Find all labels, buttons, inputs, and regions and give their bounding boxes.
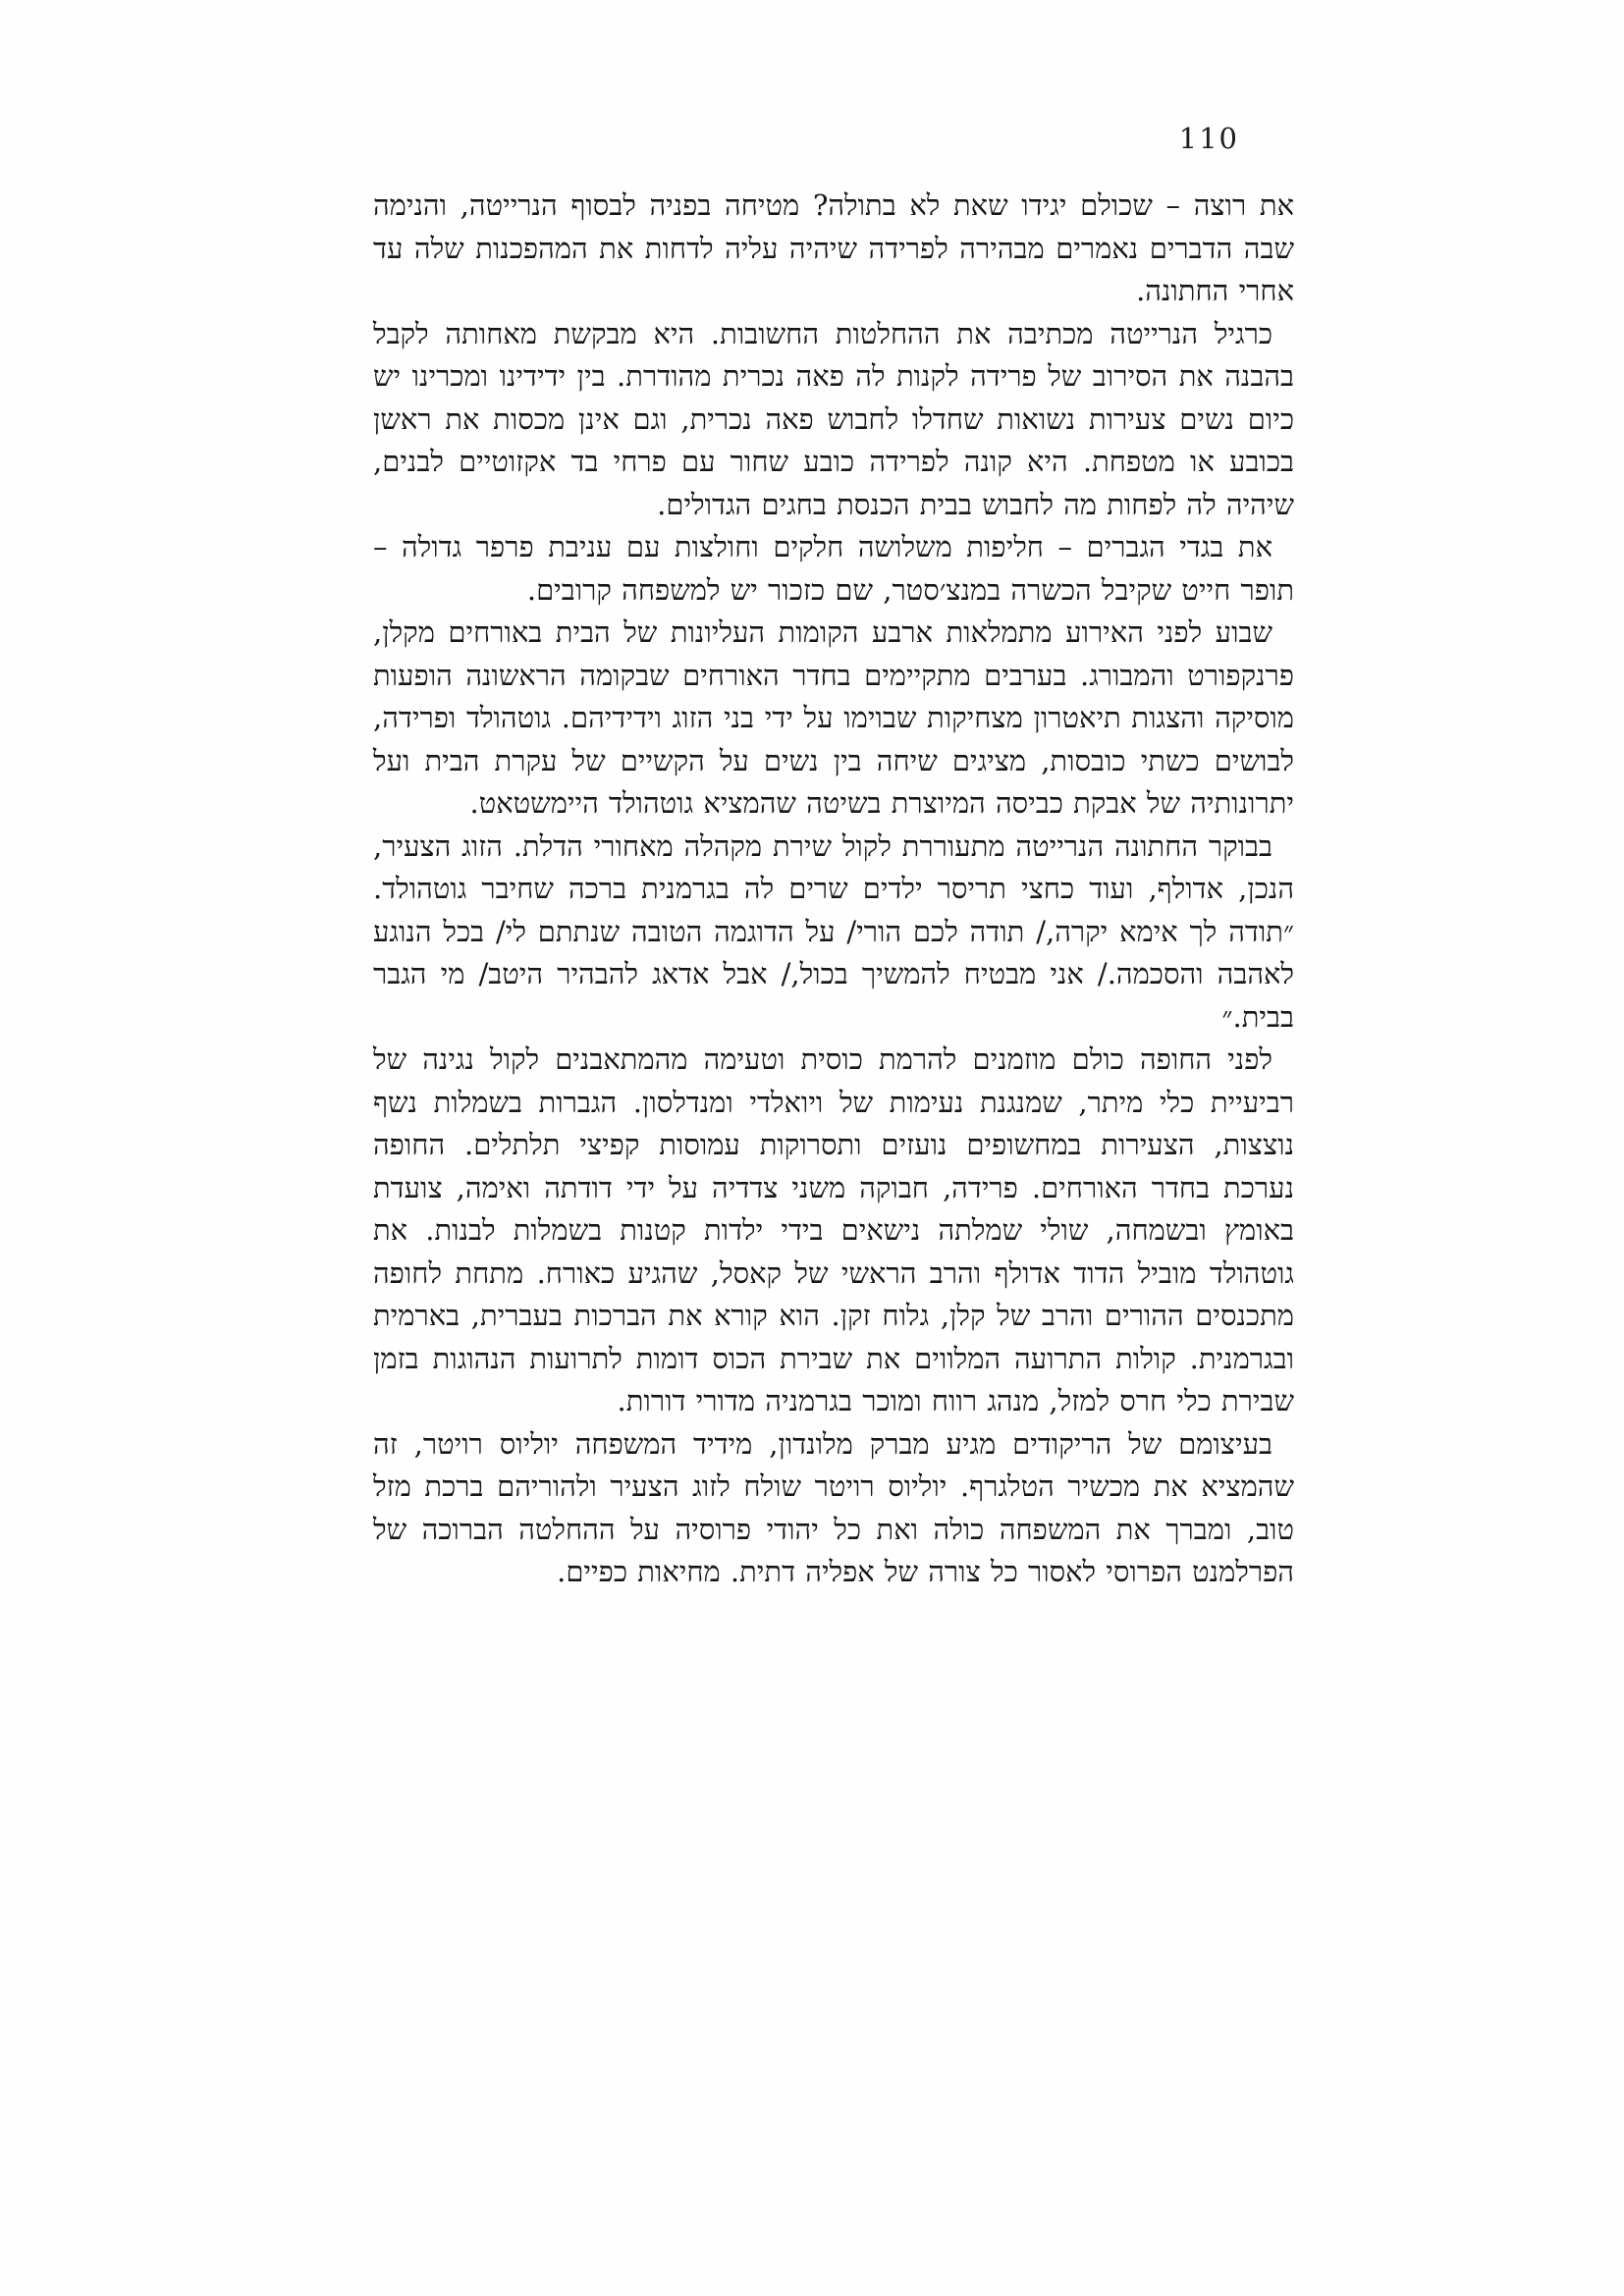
paragraph-3: את בגדי הגברים – חליפות משלושה חלקים וחולצות עם עניבת פרפר גדולה – תופר חייט שקיבל הכשרה במנצ׳סטר, שם כזכור יש למשפחה קרובים. <box>373 530 1294 607</box>
body-text <box>373 185 1294 1594</box>
paragraph-1: את רוצה – שכולם יגידו שאת לא בתולה? מטיחה בפניה לבסוף הנרייטה, והנימה שבה הדברים נאמרים מבהירה לפרידה שיהיה עליה לדחות את המהפכנות שלה עד אחרי החתונה. <box>373 188 1294 307</box>
paragraph-7: בעיצומם של הריקודים מגיע מברק מלונדון, מידיד המשפחה יוליוס רויטר, זה שהמציא את מכשיר הטלגרף. יוליוס רויטר שולח לזוג הצעיר ולהוריהם ברכת מזל טוב, ומברך את המשפחה כולה ואת כל יהודי פרוסיה על ההחלטה הברוכה של הפרלמנט הפרוסי לאסור כל צורה של אפליה דתית. מחיאות כפיים. <box>373 1426 1294 1588</box>
paragraph-4: שבוע לפני האירוע מתמלאות ארבע הקומות העליונות של הבית באורחים מקלן, פרנקפורט והמבורג. בערבים מתקיימים בחדר האורחים שבקומה הראשונה הופעות מוסיקה והצגות תיאטרון מצחיקות שבוימו על ידי בני הזוג וידידיהם. גוטהולד ופרידה, לבושים כשתי כובסות, מציגים שיחה בין נשים על הקשיים של עקרת הבית ועל יתרונותיה של אבקת כביסה המיוצרת בשיטה שהמציא גוטהולד היימשטאט. <box>373 615 1294 820</box>
paragraph-6: לפני החופה כולם מוזמנים להרמת כוסית וטעימה מהמתאבנים לקול נגינה של רביעיית כלי מיתר, שמנגנת נעימות של ויואלדי ומנדלסון. הגברות בשמלות נשף נוצצות, הצעירות במחשופים נועזים ותסרוקות עמוסות קפיצי תלתלים. החופה נערכת בחדר האורחים. פרידה, חבוקה משני צדדיה על ידי דודתה ואימה, צועדת באומץ ובשמחה, שולי שמלתה נישאים בידי ילדות קטנות בשמלות לבנות. את גוטהולד מוביל הדוד אדולף והרב הראשי של קאסל, שהגיע כאורח. מתחת לחופה מתכנסים ההורים והרב של קלן, גלוח זקן. הוא קורא את הברכות בעברית, בארמית ובגרמנית. קולות התרועה המלווים את שבירת הכוס דומות לתרועות הנהוגות בזמן שבירת כלי חרס למזל, מנהג רווח ומוכר בגרמניה מדורי דורות. <box>373 1042 1294 1417</box>
paragraph-2: כרגיל הנרייטה מכתיבה את ההחלטות החשובות. היא מבקשת מאחותה לקבל בהבנה את הסירוב של פרידה לקנות לה פאה נכרית מהודרת. בין ידידינו ומכרינו יש כיום נשים צעירות נשואות שחדלו לחבוש פאה נכרית, וגם אינן מכסות את ראשן בכובע או מטפחת. היא קונה לפרידה כובע שחור עם פרחי בד אקזוטיים לבנים, שיהיה לה לפחות מה לחבוש בבית הכנסת בחגים הגדולים. <box>373 316 1294 521</box>
paragraph-5: בבוקר החתונה הנרייטה מתעוררת לקול שירת מקהלה מאחורי הדלת. הזוג הצעיר, הנכן, אדולף, ועוד כחצי תריסר ילדים שרים לה בגרמנית ברכה שחיבר גוטהולד. ״תודה לך אימא יקרה,/ תודה לכם הורי/ על הדוגמה הטובה שנתתם לי/ בכל הנוגע לאהבה והסכמה./ אני מבטיח להמשיך בכול,/ אבל אדאג להבהיר היטב/ מי הגבר בבית.״ <box>373 828 1294 1034</box>
page-number: 110 <box>1178 122 1239 155</box>
